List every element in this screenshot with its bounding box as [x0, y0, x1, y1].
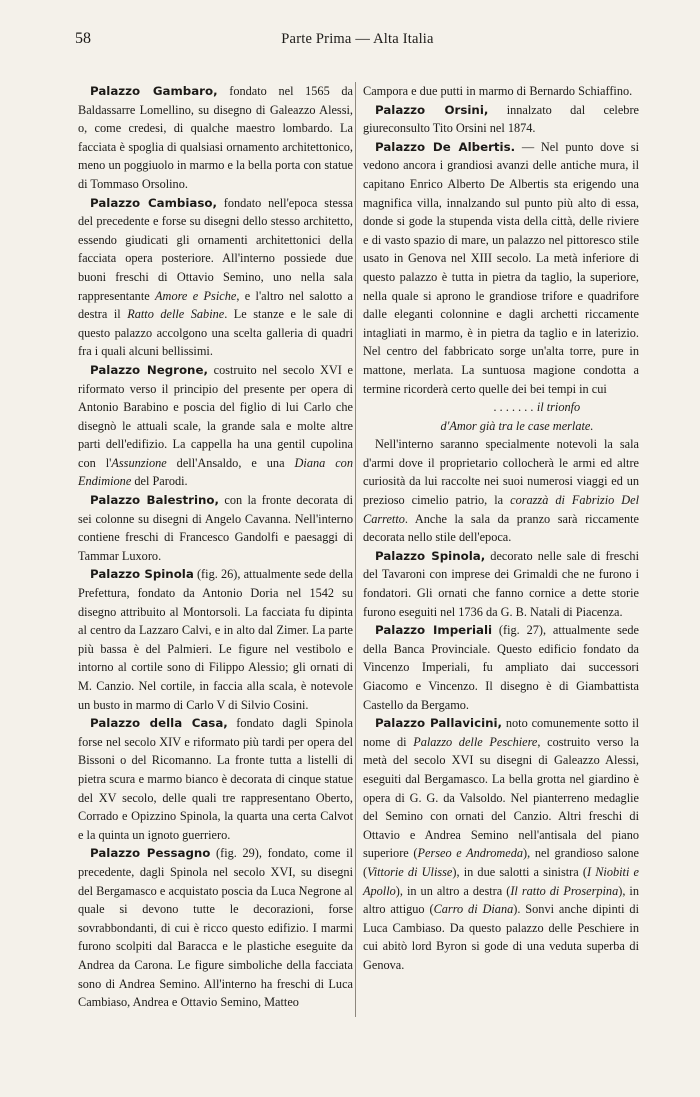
paragraph-text: (fig. 26), attualmente sede della Prefettura, fondato da Antonio Doria nel 1542 su disegno attribuito al Montorsoli. La facciata fu dipinta al centro da Lazzaro Calvi, e in alto dal Zimer. La parte più bassa è del Palmieri. Le figure nel vestibolo e intorno al cortile sono di Filippo Alessio; gli ornati di M. Canzio. Nel cortile, in faccia alla scala, è notevole un busto in marmo di Carlo V di Silvio Cosini.	[78, 567, 353, 712]
paragraph-palazzo-della-casa	[78, 714, 353, 844]
paragraph-text: fondato nel 1565 da Baldassarre Lomellino, su disegno di Galeazzo Alessi, o, come credesi, di qualche maestro lombardo. La facciata è spoglia di qualsiasi ornamento architettonico, meno un poggiuolo in marmo e la bella porta con statue di Tommaso Orsolino.	[78, 84, 353, 191]
artwork-title: Assunzione	[111, 455, 167, 470]
artwork-title: Perseo e Andromeda	[417, 846, 524, 861]
palazzo-name: Palazzo Imperiali	[375, 623, 493, 638]
paragraph-text: ), nel grandioso salone (	[363, 846, 639, 879]
verse-line: d'Amor già tra le case merlate.	[440, 418, 594, 433]
palazzo-name: Palazzo Pallavicini,	[375, 716, 503, 731]
paragraph-palazzo-spinola-prefettura	[78, 565, 353, 714]
paragraph-palazzo-negrone	[78, 361, 353, 491]
artwork-title: Ratto delle Sabine	[127, 307, 225, 322]
palazzo-name: Palazzo Spinola,	[375, 548, 486, 563]
paragraph-text: ). Sonvi anche dipinti di Luca Cambiaso. Da questo palazzo delle Peschiere in cui abitò lord Byron si gode di una veduta superba di Genova.	[363, 902, 639, 972]
running-title: Parte Prima — Alta Italia	[281, 31, 434, 47]
paragraph-palazzo-spinola-grimaldi	[363, 547, 639, 621]
palazzo-name: Palazzo della Casa,	[90, 716, 228, 731]
palazzo-name: Palazzo Orsini,	[375, 102, 489, 117]
paragraph-text: costruito nel secolo XVI e riformato verso il principio del presente per opera di Antonio Barabino e poscia del figlio di lui Carlo che disegnò le attuali scale, la grande sala e molte altre parti dell'edifizio. La cappella ha una gentil cupolina con l'	[78, 362, 354, 470]
paragraph-text: (fig. 29), fondato, come il precedente, dagli Spinola nel secolo XVI, su disegni del Bergamasco e acquistato poscia da Luca Negrone al quale si devono tutte le decorazioni, forse sovrabbondanti, di cui è ricco questo edifizio. I marmi furono scolpiti dal Baracca e le plastiche eseguite da Andrea da Carona. Le figure simboliche della facciata sono di Andrea Semino. All'interno ha freschi di Luca Cambiaso, Andrea e Ottavio Semino, Matteo	[78, 846, 353, 1010]
right-column	[363, 82, 639, 975]
artwork-title: Vittorie di Ulisse	[367, 864, 453, 879]
paragraph-text: fondato nell'epoca stessa del precedente e forse su disegni dello stesso architetto, essendo giudicati gli ornamenti architettonici della facciata opera posteriore. All'interno possiede due buoni freschi di Ottavio Semino, uno nella sala rappresentante	[78, 195, 353, 303]
palazzo-name: Palazzo Negrone,	[90, 362, 208, 377]
palazzo-name: Palazzo Balestrino,	[90, 493, 220, 508]
paragraph-text: ), in altro attiguo (	[363, 883, 639, 917]
artwork-title: Amore e Psiche	[155, 288, 237, 303]
paragraph-text: — Nel punto dove si vedono ancora i grandiosi avanzi delle antiche mura, il capitano Enrico Alberto De Albertis sta erigendo una magnifica villa, innalzando sul punto più alto di essa, donde si gode la stupenda vista della città, delle riviere e di vasto spazio di mare, un palazzo nel pittoresco stile usato in Genova nel XIII secolo. La metà inferiore di questo palazzo è tutta in pietra da taglio, la superiore, nella quale si aprono le grandiose trifore e quadrifore dalle eleganti colonnine e dagli archetti riccamente intagliati in marmo, è in pietra da taglio e in laterizio. Nel centro del fabbricato sorge un'alta torre, pure in mattone, merlata. La suntuosa magione condotta a termine ricorderà certo quelle dei bei tempi in cui	[363, 139, 639, 396]
paragraph-text: Nell'interno saranno specialmente notevoli la sala d'armi dove il proprietario collocherà le armi ed altre curiosità da lui raccolte nei suoi numerosi viaggi ed un prezioso cimelio patrio, la	[363, 437, 639, 508]
palazzo-name: Palazzo De Albertis.	[375, 139, 516, 154]
artwork-title: Il ratto di Proserpina	[510, 883, 619, 898]
palazzo-name: Palazzo Gambaro,	[90, 84, 218, 98]
paragraph-text: innalzato dal celebre giureconsulto Tito Orsini nel 1874.	[363, 102, 639, 136]
paragraph-de-albertis-interior	[363, 435, 639, 547]
paragraph-text: , e l'altro nel salotto a destra il	[78, 288, 354, 322]
paragraph-text: ), in due salotti a sinistra (	[452, 864, 587, 879]
paragraph-text: . Le stanze e le sale di questo palazzo accolgono una scelta galleria di quadri fra i quali alcuni bellissimi.	[78, 307, 354, 359]
page-header	[75, 30, 640, 52]
palazzo-name: Palazzo Pessagno	[90, 846, 211, 861]
paragraph-text: con la fronte decorata di sei colonne su disegni di Angelo Cavanna. Nell'interno contiene freschi di Francesco Gandolfi e paesaggi di Tammar Luxoro.	[78, 493, 353, 563]
palazzo-nickname: Palazzo delle Peschiere	[413, 734, 538, 749]
paragraph-palazzo-pallavicini	[363, 714, 639, 974]
palazzo-name: Palazzo Spinola	[90, 567, 194, 582]
paragraph-palazzo-de-albertis	[363, 138, 639, 398]
verse-line: . . . . . . . il trionfo	[493, 400, 581, 415]
page-number: 58	[75, 30, 91, 47]
paragraph-text: decorato nelle sale di freschi del Tavaroni con imprese dei Grimaldi che ne furono i fondatori. Gli ornati che fanno cornice a dette storie furono eseguiti nel 1736 da G. B. Natali di Piacenza.	[363, 548, 639, 619]
paragraph-text: fondato dagli Spinola forse nel secolo XIV e riformato più tardi per opera del Bissoni o del Ricomanno. La fronte tutta a listelli di pietra scura e marmo bianco è decorata di cinque statue del XV secolo, delle quali tre rappresentano Oberto, Corrado e Opizzino Spinola, la quarta una certa Calvot e la quinta un ignoto guerriero.	[78, 716, 354, 842]
paragraph-palazzo-cambiaso	[78, 194, 353, 361]
paragraph-palazzo-orsini	[363, 101, 639, 138]
left-column	[78, 82, 353, 1012]
artwork-title: I Niobiti e Apollo	[363, 864, 639, 898]
paragraph-text: , costruito verso la metà del secolo XVI su disegni di Galeazzo Alessi, eseguiti dal Bergamasco. La bella grotta nel giardino è opera di G. G. da Valsoldo. Nel pianterreno medaglie del Semino con ornati del Canzio. Altri freschi di Ottavio e Andrea Semino nell'antisala del piano superiore (	[363, 734, 639, 861]
paragraph-text: (fig. 27), attualmente sede della Banca Provinciale. Questo edificio fondato da Vincenzo Imperiali, fu ampliato dai successori Giacomo e Vincenzo. Il disegno è di Giambattista Castello da Bergamo.	[363, 623, 639, 712]
palazzo-name: Palazzo Cambiaso,	[90, 195, 217, 210]
artwork-title: Carro di Diana	[433, 902, 514, 917]
paragraph-text: del Parodi.	[131, 474, 188, 489]
paragraph-palazzo-balestrino	[78, 491, 353, 565]
artifact-title: corazzà di Fabrizio Del Carretto	[363, 493, 639, 526]
paragraph-palazzo-imperiali	[363, 621, 639, 714]
column-divider	[355, 82, 356, 1017]
paragraph-continuation: Campora e due putti in marmo di Bernardo Schiaffino.	[363, 84, 633, 98]
paragraph-palazzo-pessagno	[78, 844, 353, 1011]
paragraph-text: dell'Ansaldo, e una	[166, 455, 295, 470]
paragraph-text: ), in un altro a destra (	[395, 883, 511, 898]
paragraph-palazzo-gambaro	[78, 82, 353, 194]
paragraph-text: . Anche la sala da pranzo sarà riccamente decorata nello stile dell'epoca.	[363, 511, 639, 545]
paragraph-text: noto comunemente sotto il nome di	[363, 716, 639, 749]
artwork-title: Diana con Endimione	[78, 455, 353, 489]
